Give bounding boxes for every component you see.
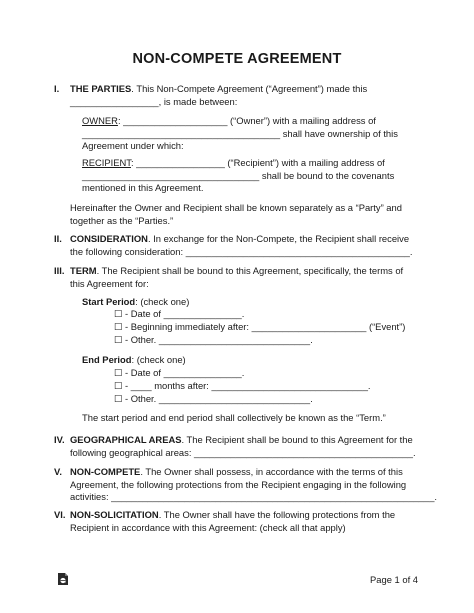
recipient-text: __________________________________ shall be bound to the covenants	[82, 169, 395, 181]
recipient-text: : _________________ (“Recipient”) with a mailing address of	[130, 157, 385, 168]
start-option-other[interactable]: ☐ - Other. _____________________________.	[114, 334, 313, 345]
section-text: . The Recipient shall be bound to this Agreement for the	[181, 434, 413, 445]
start-option-event[interactable]: ☐ - Beginning immediately after: ______________________ (“Event”)	[114, 321, 406, 332]
section-heading: CONSIDERATION	[70, 233, 148, 244]
section-text: Agreement, the following protections from the Recipient engaging in the following	[70, 478, 407, 490]
end-period-label: End Period	[82, 354, 132, 365]
section-parties	[54, 83, 422, 108]
section-text: Recipient in accordance with this Agreement: (check all that apply)	[70, 521, 346, 533]
owner-paragraph	[82, 115, 422, 153]
section-text: . The Owner shall have the following protections from the	[158, 509, 396, 520]
page-number: Page 1 of 4	[370, 574, 418, 585]
start-option-date[interactable]: ☐ - Date of _______________.	[114, 308, 245, 319]
section-text: this Agreement for:	[70, 277, 149, 289]
section-heading: TERM	[70, 265, 97, 276]
section-number: V.	[54, 466, 62, 477]
owner-text: Agreement under which:	[82, 140, 184, 152]
section-non-compete	[54, 466, 438, 504]
owner-text: ______________________________________ shall have ownership of this	[82, 127, 398, 139]
section-number: I.	[54, 83, 60, 94]
document-title: NON-COMPETE AGREEMENT	[132, 51, 342, 67]
end-period-heading	[82, 354, 422, 367]
section-text: . In exchange for the Non-Compete, the Recipient shall receive	[147, 233, 410, 244]
section-number: VI.	[54, 509, 66, 520]
section-text: _________________, is made between:	[70, 95, 238, 107]
eforms-logo-icon	[57, 572, 69, 586]
section-text: the following consideration: ___________________________________________.	[70, 245, 413, 257]
section-heading: NON-COMPETE	[70, 466, 141, 477]
section-number: III.	[54, 265, 65, 276]
section-text: activities: ______________________________________________________________.	[70, 491, 438, 503]
start-period-hint: : (check one)	[135, 296, 190, 307]
section-number: II.	[54, 233, 62, 244]
section-heading: NON-SOLICITATION	[70, 509, 159, 520]
section-heading: THE PARTIES	[70, 83, 132, 94]
end-period-hint: : (check one)	[131, 354, 186, 365]
end-option-date[interactable]: ☐ - Date of _______________.	[114, 367, 245, 378]
hereinafter-text: together as the “Parties.”	[70, 214, 174, 226]
start-period-heading	[82, 296, 422, 309]
section-non-solicitation	[54, 509, 422, 534]
recipient-label: RECIPIENT	[82, 157, 131, 168]
section-text: . The Recipient shall be bound to this Agreement, specifically, the terms of	[96, 265, 404, 276]
hereinafter-paragraph	[54, 202, 422, 227]
section-text: . This Non-Compete Agreement (“Agreement”) made this	[131, 83, 368, 94]
section-number: IV.	[54, 434, 65, 445]
hereinafter-text: Hereinafter the Owner and Recipient shall be known separately as a “Party” and	[70, 202, 402, 213]
end-option-other[interactable]: ☐ - Other. _____________________________.	[114, 393, 313, 404]
owner-text: : ____________________ (“Owner”) with a mailing address of	[117, 115, 376, 126]
owner-label: OWNER	[82, 115, 118, 126]
section-consideration	[54, 233, 422, 258]
end-option-months[interactable]: ☐ - ____ months after: ______________________________.	[114, 380, 371, 391]
section-term	[54, 265, 422, 290]
section-text: . The Owner shall possess, in accordance with the terms of this	[140, 466, 403, 477]
recipient-text: mentioned in this Agreement.	[82, 182, 204, 194]
recipient-paragraph	[82, 157, 422, 195]
section-text: following geographical areas: __________________________________________.	[70, 446, 416, 458]
section-heading: GEOGRAPHICAL AREAS	[70, 434, 182, 445]
term-collective-text: The start period and end period shall collectively be known as the “Term.”	[82, 412, 386, 423]
start-period-label: Start Period	[82, 296, 136, 307]
section-geographical-areas	[54, 434, 422, 459]
